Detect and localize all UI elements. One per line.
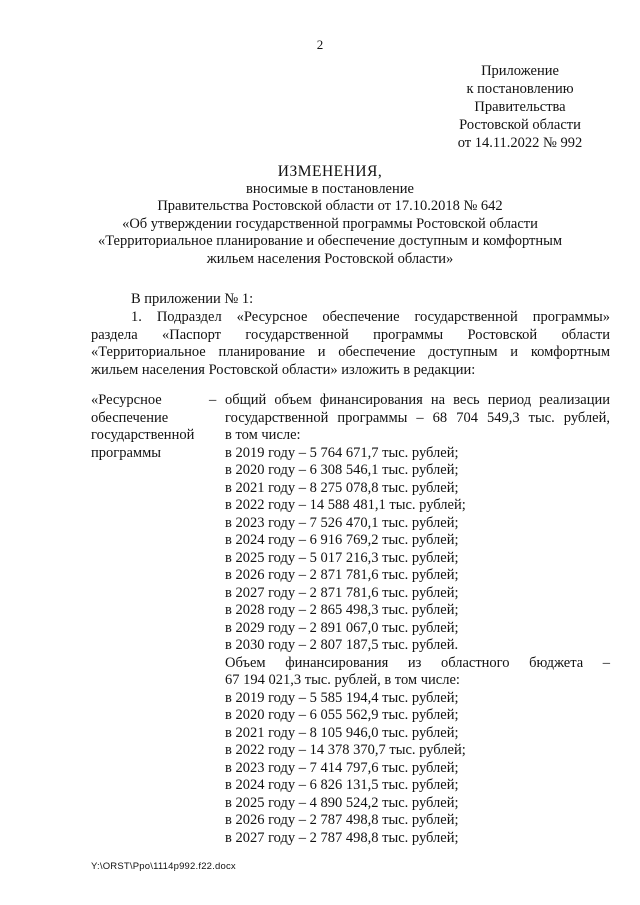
year-line: в 2027 году – 2 787 498,8 тыс. рублей; (225, 829, 459, 846)
total-line: в том числе: (225, 427, 301, 443)
page-number: 2 (316, 37, 324, 52)
heading-line: «Об утверждении государственной программы Ростовской области (122, 215, 538, 232)
year-line: в 2025 году – 4 890 524,2 тыс. рублей; (225, 794, 459, 811)
heading-line: вносимые в постановление (246, 180, 414, 197)
year-line: в 2029 году – 2 891 067,0 тыс. рублей; (225, 619, 459, 636)
heading-title: ИЗМЕНЕНИЯ, (277, 163, 383, 180)
appendix-line: Приложение (481, 63, 559, 79)
regional-line: Объем финансирования из областного бюджета – (225, 654, 610, 671)
table-left-cell (91, 392, 211, 462)
intro-paragraph: В приложении № 1: (131, 291, 254, 307)
year-line: в 2025 году – 5 017 216,3 тыс. рублей; (225, 549, 459, 566)
heading-line: Правительства Ростовской области от 17.10.2018 № 642 (157, 198, 503, 214)
year-line: в 2019 году – 5 764 671,7 тыс. рублей; (225, 444, 459, 461)
year-line: в 2026 году – 2 787 498,8 тыс. рублей; (225, 812, 459, 828)
left-cell-line: «Ресурсное (91, 392, 162, 408)
year-line: в 2020 году – 6 308 546,1 тыс. рублей; (225, 462, 459, 478)
year-line: в 2023 году – 7 414 797,6 тыс. рублей; (225, 759, 459, 776)
year-line: в 2030 году – 2 807 187,5 тыс. рублей. (225, 637, 459, 653)
item1-line: «Территориальное планирование и обеспечение доступным и комфортным (91, 344, 610, 360)
appendix-line: Ростовской области (459, 117, 581, 133)
year-line: в 2021 году – 8 275 078,8 тыс. рублей; (225, 479, 459, 496)
year-line: в 2028 году – 2 865 498,3 тыс. рублей; (225, 602, 459, 618)
appendix-block (440, 62, 600, 152)
total-line: общий объем финансирования на весь период реализации (225, 392, 610, 408)
year-line: в 2019 году – 5 585 194,4 тыс. рублей; (225, 689, 459, 706)
regional-line: 67 194 021,3 тыс. рублей, в том числе: (225, 672, 460, 688)
year-line: в 2020 году – 6 055 562,9 тыс. рублей; (225, 707, 459, 723)
left-cell-line: обеспечение (91, 409, 169, 426)
document-heading (70, 163, 590, 268)
item1-line: 1. Подраздел «Ресурсное обеспечение государственной программы» (131, 309, 610, 325)
appendix-line: Правительства (474, 99, 566, 115)
year-line: в 2023 году – 7 526 470,1 тыс. рублей; (225, 514, 459, 531)
left-cell-line: государственной (91, 427, 195, 443)
item1-paragraph (91, 309, 610, 379)
heading-line: «Территориальное планирование и обеспечение доступным и комфортным (97, 233, 563, 249)
heading-line: жильем населения Ростовской области» (206, 250, 454, 267)
year-line: в 2024 году – 6 916 769,2 тыс. рублей; (225, 532, 459, 548)
year-line: в 2026 году – 2 871 781,6 тыс. рублей; (225, 567, 459, 583)
year-line: в 2022 году – 14 588 481,1 тыс. рублей; (225, 497, 466, 513)
table-dash: – (209, 392, 217, 408)
left-cell-line: программы (91, 444, 161, 461)
item1-line: раздела «Паспорт государственной программы Ростовской области (91, 326, 610, 343)
year-line: в 2024 году – 6 826 131,5 тыс. рублей; (225, 777, 459, 793)
appendix-line: к постановлению (466, 81, 574, 97)
table-right-cell (225, 392, 610, 847)
appendix-line: от 14.11.2022 № 992 (457, 135, 583, 151)
item1-line: жильем населения Ростовской области» изложить в редакции: (91, 361, 476, 378)
year-line: в 2021 году – 8 105 946,0 тыс. рублей; (225, 724, 459, 741)
year-line: в 2027 году – 2 871 781,6 тыс. рублей; (225, 584, 459, 601)
total-line: государственной программы – 68 704 549,3 тыс. рублей, (225, 409, 610, 426)
file-path-footer: Y:\ORST\Ppo\1114p992.f22.docx (91, 861, 236, 872)
year-line: в 2022 году – 14 378 370,7 тыс. рублей; (225, 742, 466, 758)
